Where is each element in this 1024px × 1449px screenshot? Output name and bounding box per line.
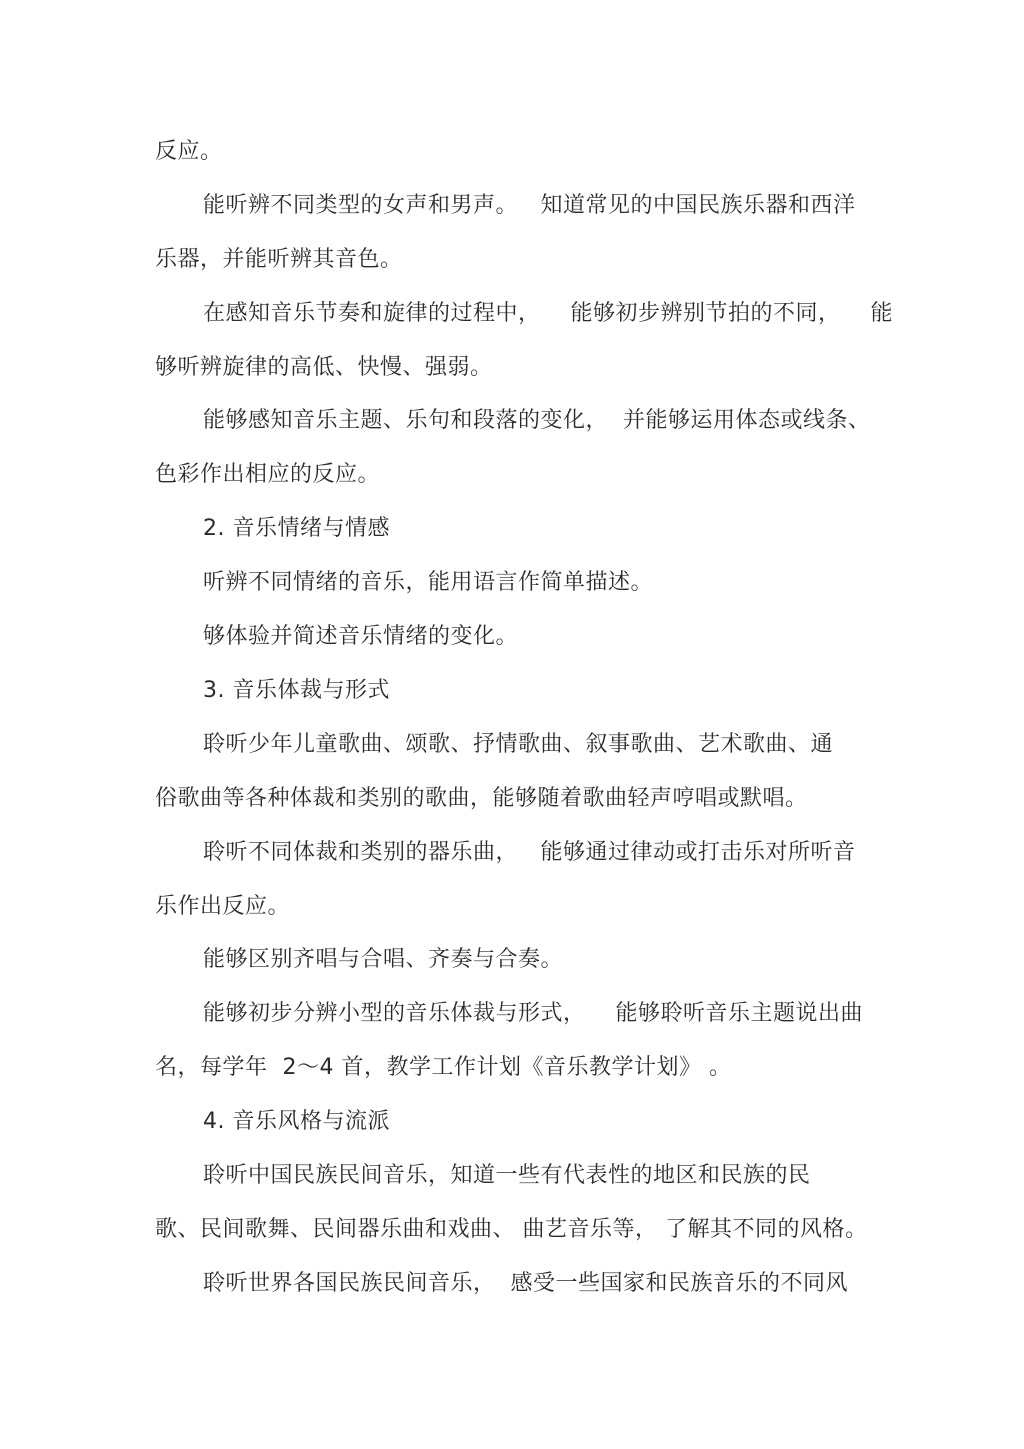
text-line: 够体验并简述音乐情绪的变化。 — [203, 624, 519, 649]
text-line: 聆听世界各国民族民间音乐， 感受一些国家和民族音乐的不同风 — [203, 1271, 848, 1296]
section-heading: 2. 音乐情绪与情感 — [203, 516, 390, 541]
section-heading: 3. 音乐体裁与形式 — [203, 678, 390, 703]
text-line: 乐器，并能听辨其音色。 — [155, 247, 403, 272]
text-line: 聆听不同体裁和类别的器乐曲， 能够通过律动或打击乐对所听音 — [203, 840, 856, 865]
text-line: 在感知音乐节奏和旋律的过程中， 能够初步辨别节拍的不同， 能 — [203, 301, 893, 326]
text-line: 够听辨旋律的高低、快慢、强弱。 — [155, 355, 493, 380]
text-line: 歌、民间歌舞、民间器乐曲和戏曲、 曲艺音乐等， 了解其不同的风格。 — [155, 1217, 868, 1242]
text-line: 乐作出反应。 — [155, 894, 291, 919]
text-line: 聆听中国民族民间音乐，知道一些有代表性的地区和民族的民 — [203, 1163, 811, 1188]
text-line: 聆听少年儿童歌曲、颂歌、抒情歌曲、叙事歌曲、艺术歌曲、通 — [203, 732, 834, 757]
section-heading: 4. 音乐风格与流派 — [203, 1109, 390, 1134]
text-line: 能够区别齐唱与合唱、齐奏与合奏。 — [203, 947, 564, 972]
text-line: 听辨不同情绪的音乐，能用语言作简单描述。 — [203, 570, 654, 595]
text-line: 色彩作出相应的反应。 — [155, 462, 381, 487]
text-line: 能听辨不同类型的女声和男声。 知道常见的中国民族乐器和西洋 — [203, 193, 856, 218]
text-line: 反应。 — [155, 139, 223, 164]
text-line: 能够初步分辨小型的音乐体裁与形式， 能够聆听音乐主题说出曲 — [203, 1001, 863, 1026]
text-line: 能够感知音乐主题、乐句和段落的变化， 并能够运用体态或线条、 — [203, 408, 871, 433]
text-line: 名，每学年 2～4 首，教学工作计划《音乐教学计划》 。 — [155, 1055, 732, 1080]
text-line: 俗歌曲等各种体裁和类别的歌曲，能够随着歌曲轻声哼唱或默唱。 — [155, 786, 808, 811]
